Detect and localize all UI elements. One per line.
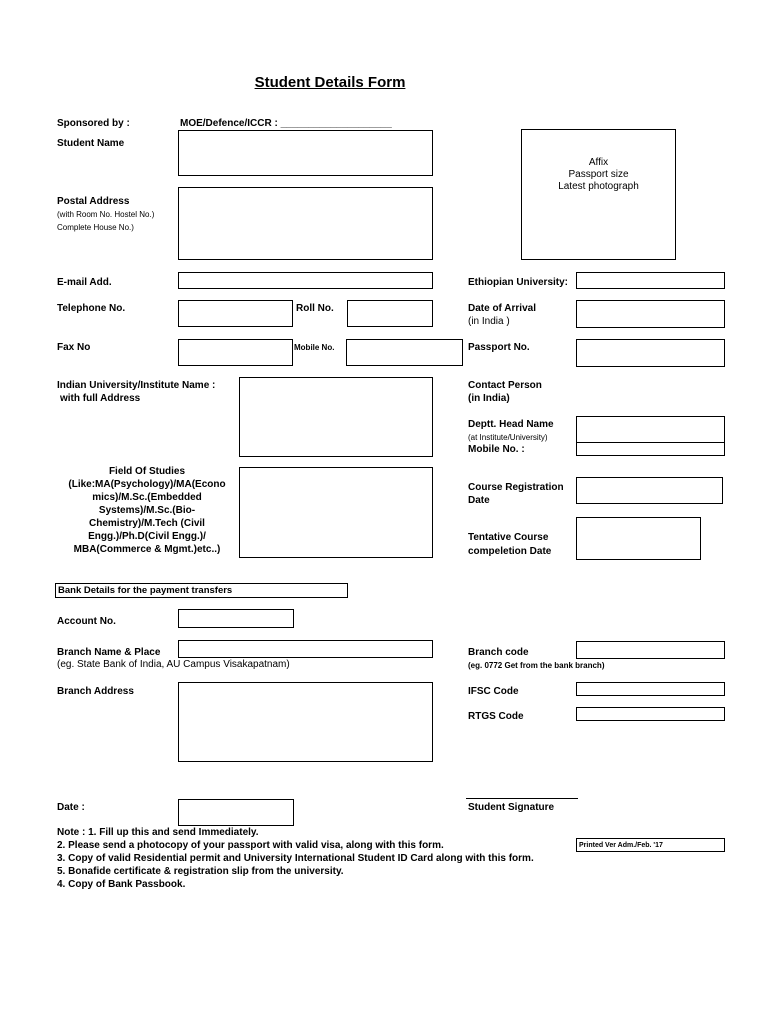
sponsored-by-label: Sponsored by : bbox=[57, 118, 130, 129]
ethiopian-university-field[interactable] bbox=[576, 272, 725, 289]
note-line: Note : 1. Fill up this and send Immediately. bbox=[57, 827, 259, 838]
arrival-label: Date of Arrival bbox=[468, 303, 536, 314]
contact-person-label: Contact Person bbox=[468, 380, 542, 391]
arrival-field[interactable] bbox=[576, 300, 725, 328]
printed-version: Printed Ver Adm./Feb. '17 bbox=[579, 842, 663, 849]
postal-address-hint2: Complete House No.) bbox=[57, 223, 134, 232]
indian-university-label: Indian University/Institute Name : bbox=[57, 380, 216, 391]
field-line-1: Field Of Studies bbox=[108, 466, 186, 477]
postal-address-label: Postal Address bbox=[57, 196, 130, 207]
branch-name-label: Branch Name & Place bbox=[57, 647, 161, 658]
fax-field[interactable] bbox=[178, 339, 293, 366]
student-name-field[interactable] bbox=[178, 130, 433, 176]
date-field[interactable] bbox=[178, 799, 294, 826]
photo-text-latest: Latest photograph bbox=[558, 181, 639, 192]
branch-code-field[interactable] bbox=[576, 641, 725, 659]
tentative-completion-label: Tentative Course bbox=[468, 532, 549, 543]
field-line-4: Systems)/M.Sc.(Bio- bbox=[98, 505, 196, 516]
ifsc-label: IFSC Code bbox=[468, 686, 519, 697]
account-field[interactable] bbox=[178, 609, 294, 628]
field-line-3: mics)/M.Sc.(Embedded bbox=[92, 492, 202, 503]
sponsored-by-value: MOE/Defence/ICCR : ____________________ bbox=[180, 118, 392, 129]
branch-code-hint: (eg. 0772 Get from the bank branch) bbox=[468, 661, 605, 670]
field-line-2: (Like:MA(Psychology)/MA(Econo bbox=[68, 479, 226, 490]
indian-university-label2: with full Address bbox=[60, 393, 141, 404]
telephone-field[interactable] bbox=[178, 300, 293, 327]
photo-text-affix: Affix bbox=[588, 157, 609, 168]
telephone-label: Telephone No. bbox=[57, 303, 126, 314]
note-line: 5. Bonafide certificate & registration slip from the university. bbox=[57, 866, 344, 877]
dept-head-label: Deptt. Head Name bbox=[468, 419, 554, 430]
rtgs-label: RTGS Code bbox=[468, 711, 524, 722]
contact-person-hint: (in India) bbox=[468, 393, 510, 404]
course-registration-label2: Date bbox=[468, 495, 490, 506]
field-of-studies-field[interactable] bbox=[239, 467, 433, 558]
passport-field[interactable] bbox=[576, 339, 725, 367]
dept-head-hint: (at Institute/University) bbox=[468, 433, 548, 442]
note-line: 4. Copy of Bank Passbook. bbox=[57, 879, 186, 890]
field-of-studies-label bbox=[57, 465, 237, 556]
ethiopian-university-label: Ethiopian University: bbox=[468, 277, 569, 288]
dept-head-name-field[interactable] bbox=[576, 416, 725, 443]
branch-address-field[interactable] bbox=[178, 682, 433, 762]
dept-head-mobile-label: Mobile No. : bbox=[468, 444, 525, 455]
photo-box[interactable] bbox=[521, 129, 676, 260]
tentative-completion-label2: compeletion Date bbox=[468, 546, 552, 557]
roll-field[interactable] bbox=[347, 300, 433, 327]
branch-name-field[interactable] bbox=[178, 640, 433, 658]
branch-address-label: Branch Address bbox=[57, 686, 134, 697]
indian-university-field[interactable] bbox=[239, 377, 433, 457]
photo-text-size: Passport size bbox=[568, 169, 629, 180]
course-registration-field[interactable] bbox=[576, 477, 723, 504]
bank-details-header: Bank Details for the payment transfers bbox=[58, 585, 233, 596]
rtgs-field[interactable] bbox=[576, 707, 725, 721]
branch-code-label: Branch code bbox=[468, 647, 529, 658]
tentative-completion-field[interactable] bbox=[576, 517, 701, 560]
mobile-field[interactable] bbox=[346, 339, 463, 366]
postal-address-hint1: (with Room No. Hostel No.) bbox=[57, 210, 155, 219]
note-line: 2. Please send a photocopy of your passport with valid visa, along with this form. bbox=[57, 840, 444, 851]
course-registration-label: Course Registration bbox=[468, 482, 564, 493]
field-line-6: Engg.)/Ph.D(Civil Engg.)/ bbox=[88, 531, 206, 542]
student-name-label: Student Name bbox=[57, 138, 125, 149]
notes bbox=[57, 826, 534, 891]
field-line-5: Chemistry)/M.Tech (Civil bbox=[89, 518, 205, 529]
email-label: E-mail Add. bbox=[57, 277, 112, 288]
signature-label[interactable]: Student Signature bbox=[468, 802, 555, 813]
roll-label: Roll No. bbox=[296, 303, 334, 314]
dept-head-mobile-field[interactable] bbox=[576, 442, 725, 456]
email-field[interactable] bbox=[178, 272, 433, 289]
form-title: Student Details Form bbox=[254, 74, 406, 91]
account-label: Account No. bbox=[57, 616, 116, 627]
arrival-hint: (in India ) bbox=[468, 316, 510, 327]
postal-address-field[interactable] bbox=[178, 187, 433, 260]
mobile-label: Mobile No. bbox=[294, 343, 335, 352]
field-line-7: MBA(Commerce & Mgmt.)etc..) bbox=[73, 544, 221, 555]
passport-label: Passport No. bbox=[468, 342, 530, 353]
note-line: 3. Copy of valid Residential permit and University International Student ID Card along with this form. bbox=[57, 853, 534, 864]
branch-name-hint: (eg. State Bank of India, AU Campus Visakapatnam) bbox=[57, 659, 290, 670]
fax-label: Fax No bbox=[57, 342, 91, 353]
signature-line bbox=[466, 798, 578, 799]
ifsc-field[interactable] bbox=[576, 682, 725, 696]
date-label: Date : bbox=[57, 802, 85, 813]
